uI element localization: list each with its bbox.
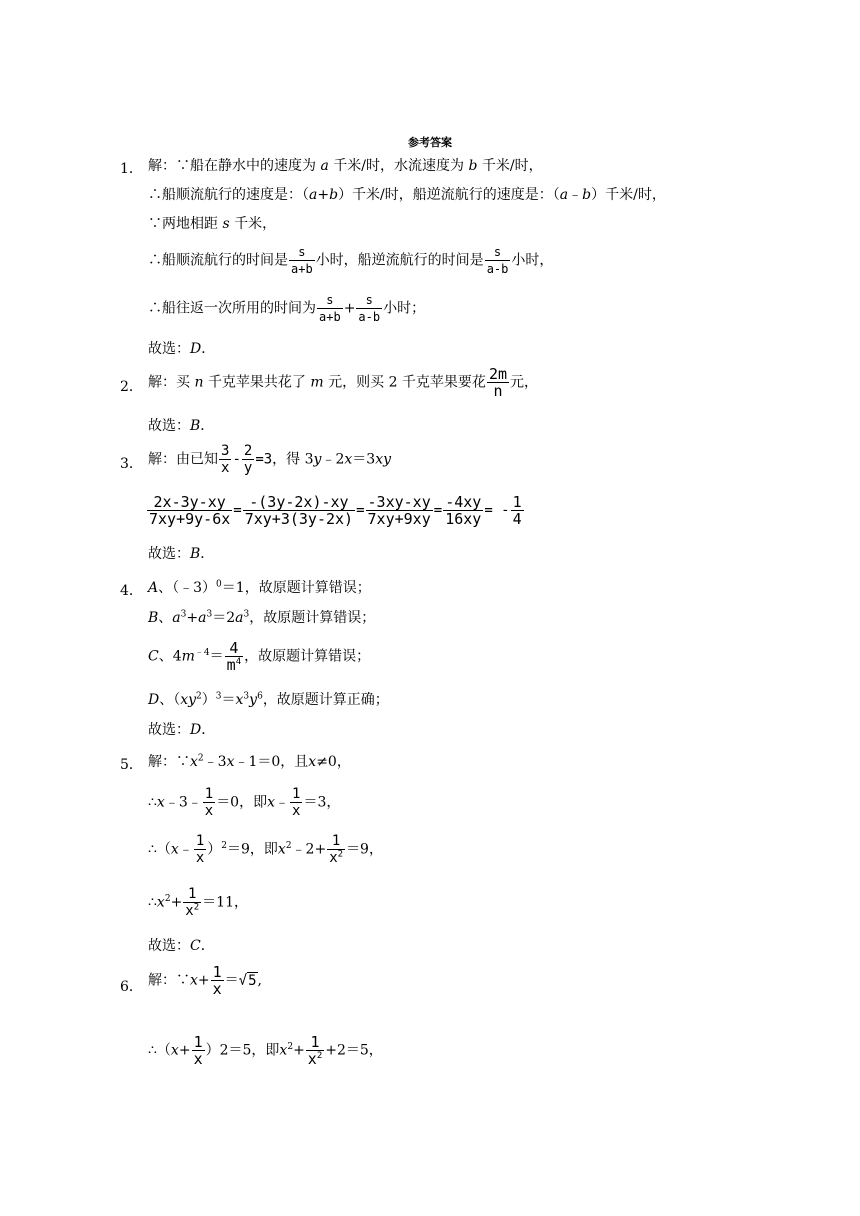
fraction: $\frac{1}{x}$ [193,1033,203,1068]
q5-line-3: ∴（x﹣ $\frac{1}{x}$ ）$^2$＝9，即$x^2﹣2+$ $\frac{1}{x^2}$ ＝9， [148,833,383,866]
q4-option-b: B、$a^3+a^3=2a^3$，故原题计算错误； [148,609,376,626]
fraction: $\frac{1}{x}$ [292,786,301,819]
q3-line-1: 解：由已知 $\frac{3}{x}$ - $\frac{2}{y}$ =3，得 3y﹣2x＝3xy [148,443,392,476]
fraction: $\frac{4}{m^4}$ [226,639,242,674]
fraction: $\frac{1}{x}$ [204,786,214,819]
fraction: $\frac{s}{a-b}$ [358,293,381,324]
fraction: $\frac{2x-3y-xy}{7xy+9y-6x}$ [149,493,231,528]
fraction: $\frac{2m}{n}$ [488,365,507,400]
q3-line-2: $\frac{2x-3y-xy}{7xy+9y-6x}$ = $\frac{-(3y-2x)-xy}{7xy+3(3y-2x)}$ = $\frac{-3xy-xy}{7xy+9xy}$ = $\frac{-4xy}{16xy}$ = - $\frac{1}{4}$ [149,493,522,528]
fraction: $\frac{s}{a-b}$ [486,245,509,276]
fraction: $\frac{1}{4}$ [512,493,522,528]
q3-answer: 故选：B． [148,546,215,562]
q2-line-1: 解：买 n 千克苹果共花了 m 元，则买 2 千克苹果要花 $\frac{2m}{n}$ 元， [148,365,538,400]
fraction: $\frac{-4xy}{16xy}$ [445,493,482,528]
question-number: 4． [120,583,143,599]
question-number: 1． [120,161,143,177]
question-number: 5． [120,757,143,773]
q1-line-1: 解：∵船在静水中的速度为 a 千米/时，水流速度为 b 千米/时， [148,158,543,174]
q6-line-1: 解：∵x+ $\frac{1}{x}$ ＝√5, [148,963,262,998]
q1-line-5: ∴船往返一次所用的时间为 $\frac{s}{a+b}$ + $\frac{s}{a-b}$ 小时； [148,293,426,324]
fraction: $\frac{s}{a+b}$ [291,245,313,276]
fraction: $\frac{2}{y}$ [243,443,253,476]
q4-option-d: D、$(xy^2)^3=x^3y^6$，故原题计算正确； [148,691,389,708]
fraction: $\frac{1}{x}$ [212,963,222,998]
fraction: $\frac{-(3y-2x)-xy}{7xy+3(3y-2x)}$ [244,493,354,528]
fraction: $\frac{1}{x}$ [195,833,205,866]
page-title: 参考答案 [408,136,452,149]
question-number: 3． [120,456,143,472]
fraction: $\frac{1}{x^2}$ [307,1033,323,1068]
q2-answer: 故选：B． [148,418,215,434]
q4-option-c: C、$4m^{﹣4}=$ $\frac{4}{m^4}$ ，故原题计算错误； [148,639,371,674]
fraction: $\frac{s}{a+b}$ [319,293,341,324]
sqrt-symbol: √5 [238,972,257,989]
q4-answer: 故选：D． [148,722,216,738]
q1-line-3: ∵两地相距 s 千米， [148,216,277,232]
q1-answer: 故选：D． [148,341,216,357]
q6-line-2: ∴（x+ $\frac{1}{x}$ ）2＝5，即$x^2+$ $\frac{1}{x^2}$ +2＝5， [148,1033,383,1068]
q1-line-2: ∴船顺流航行的速度是：（a+b）千米/时，船逆流航行的速度是：（a﹣b）千米/时， [148,187,666,203]
q4-option-a: A、（﹣3）$^0$＝1，故原题计算错误； [148,579,371,596]
q5-line-4: $\therefore x^2+$ $\frac{1}{x^2}$ ＝11， [148,886,248,919]
question-number: 2． [120,379,143,395]
fraction: $\frac{1}{x^2}$ [185,886,200,919]
question-number: 6． [120,979,143,995]
q5-line-1: 解：$\because x^2﹣3x﹣1=0$，且x≠0， [148,753,351,770]
q5-answer: 故选：C． [148,938,215,954]
q1-line-4: ∴船顺流航行的时间是 $\frac{s}{a+b}$ 小时，船逆流航行的时间是 $\frac{s}{a-b}$ 小时， [148,245,554,276]
q5-line-2: ∴x﹣3﹣ $\frac{1}{x}$ ＝0，即x﹣ $\frac{1}{x}$ ＝3， [148,786,341,819]
fraction: $\frac{-3xy-xy}{7xy+9xy}$ [367,493,431,528]
fraction: $\frac{3}{x}$ [221,443,230,476]
fraction: $\frac{1}{x^2}$ [329,833,344,866]
